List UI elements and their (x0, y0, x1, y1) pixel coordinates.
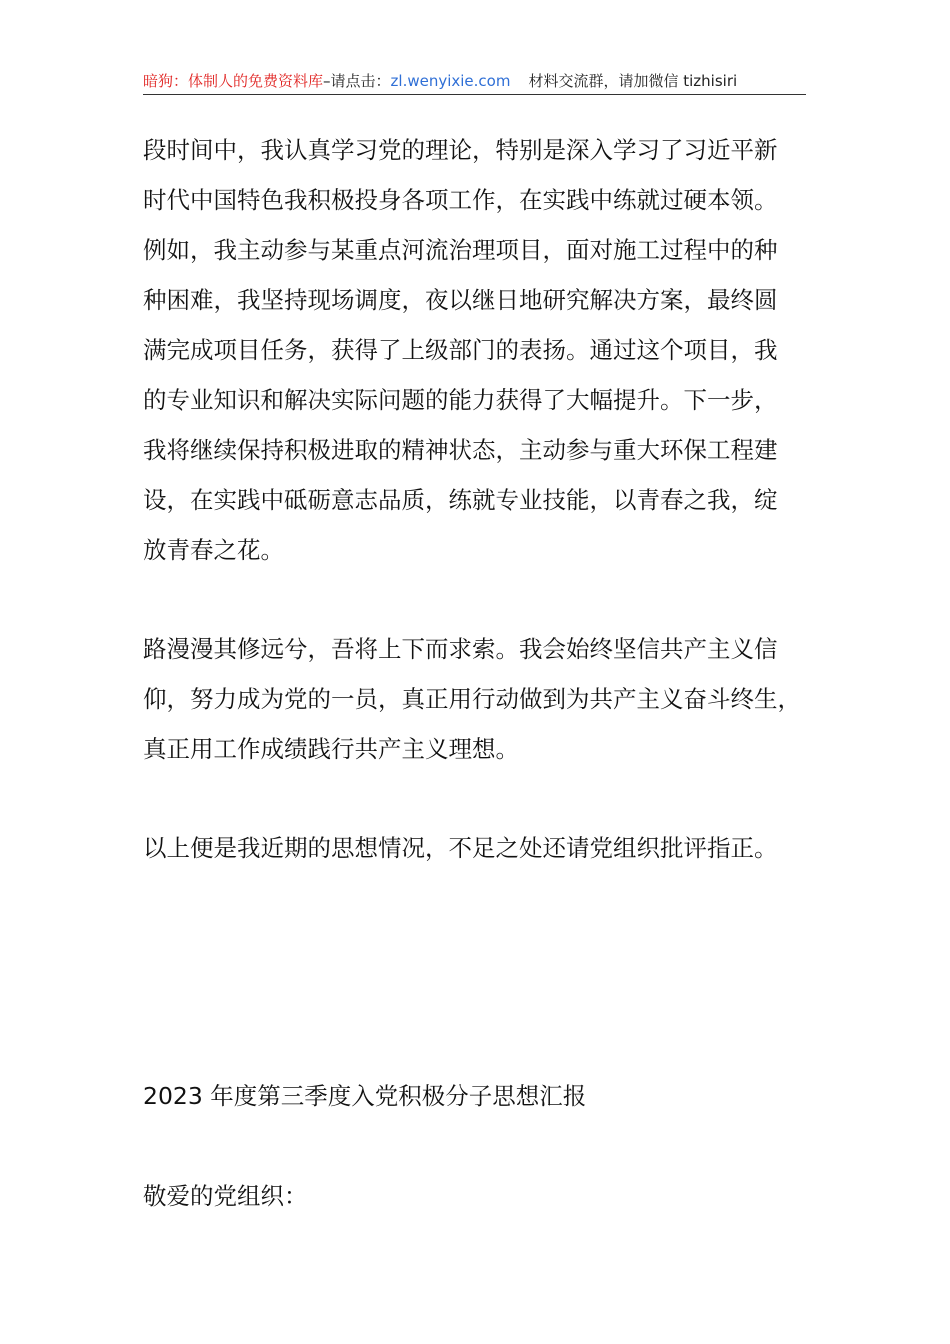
text-line: 真正用工作成绩践行共产主义理想。 (143, 735, 519, 763)
text-line: 的专业知识和解决实际问题的能力获得了大幅提升。下一步， (143, 386, 778, 414)
text-line: 放青春之花。 (143, 536, 284, 564)
text-line: 例如，我主动参与某重点河流治理项目，面对施工过程中的种 (143, 236, 778, 264)
report-title-text: 2023 年度第三季度入党积极分子思想汇报 (143, 1082, 587, 1110)
paragraph-2 (143, 624, 823, 774)
text-line: 以上便是我近期的思想情况，不足之处还请党组织批评指正。 (143, 834, 778, 862)
header-wechat-group: 材料交流群，请加微信 tizhisiri (528, 72, 738, 90)
page-header (143, 70, 806, 95)
paragraph-3 (143, 823, 823, 873)
text-line: 时代中国特色我积极投身各项工作，在实践中练就过硬本领。 (143, 186, 778, 214)
text-line: 我将继续保持积极进取的精神状态，主动参与重大环保工程建 (143, 436, 778, 464)
text-line: 路漫漫其修远兮，吾将上下而求索。我会始终坚信共产主义信 (143, 635, 778, 663)
header-prompt: –请点击： (323, 72, 391, 90)
paragraph-1 (143, 125, 823, 575)
text-line: 仰，努力成为党的一员，真正用行动做到为共产主义奋斗终生， (143, 685, 801, 713)
salutation (143, 1171, 823, 1221)
text-line: 段时间中，我认真学习党的理论，特别是深入学习了习近平新 (143, 136, 778, 164)
text-line: 设，在实践中砥砺意志品质，练就专业技能，以青春之我，绽 (143, 486, 778, 514)
header-link[interactable]: zl.wenyixie.com (390, 72, 511, 90)
header-brand: 暗狗：体制人的免费资料库 (143, 72, 324, 90)
report-title (143, 1071, 823, 1121)
text-line: 满完成项目任务，获得了上级部门的表扬。通过这个项目，我 (143, 336, 778, 364)
salutation-text: 敬爱的党组织： (143, 1182, 308, 1210)
text-line: 种困难，我坚持现场调度，夜以继日地研究解决方案，最终圆 (143, 286, 778, 314)
